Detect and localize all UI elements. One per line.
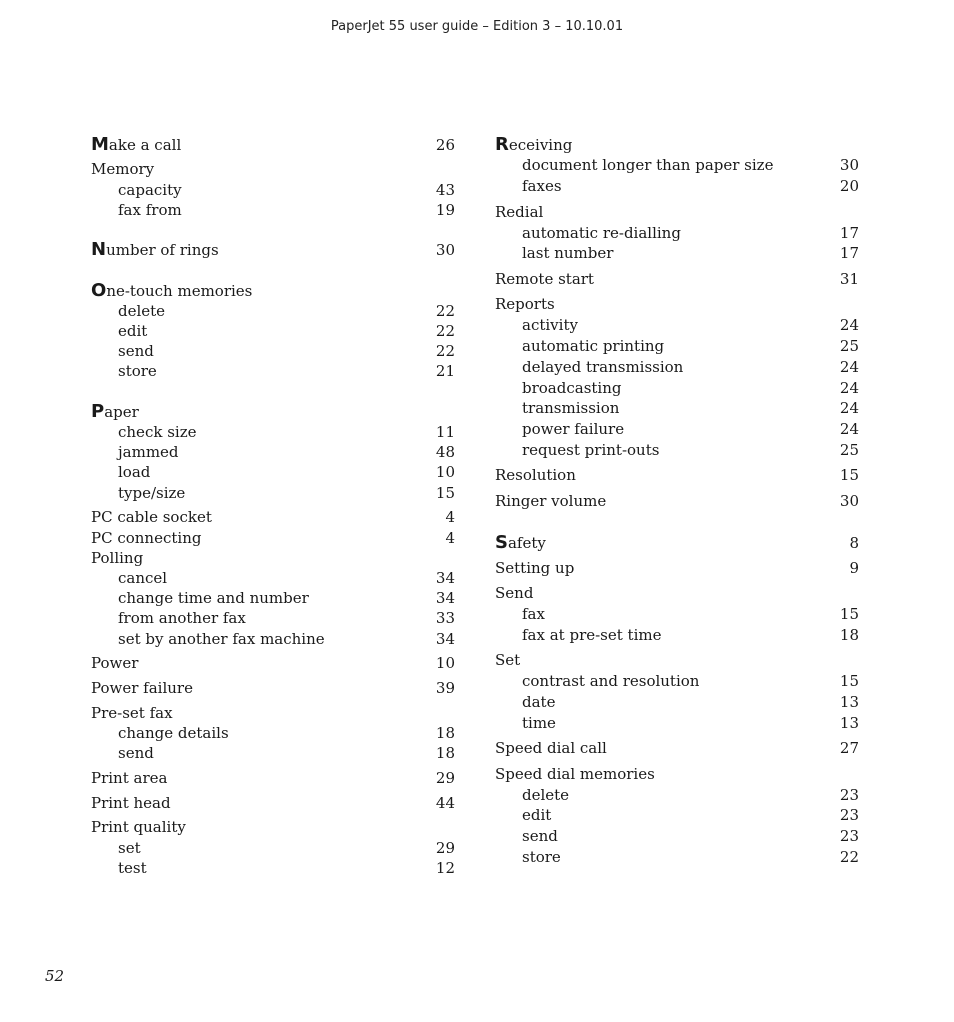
- index-entry-page: 11: [435, 423, 455, 441]
- index-entry-text: transmission: [522, 399, 620, 417]
- index-entry: [495, 826, 859, 846]
- section-initial: M: [91, 134, 109, 155]
- index-entry-text: store: [522, 848, 561, 866]
- index-entry: [91, 159, 455, 179]
- index-entry: [91, 793, 455, 813]
- running-header: PaperJet 55 user guide – Edition 3 – 10.10.01: [330, 19, 624, 34]
- index-entry-label: [91, 361, 157, 381]
- index-entry-page: 20: [839, 177, 859, 195]
- index-entry: [91, 568, 455, 588]
- index-entry-label: [91, 462, 150, 482]
- index-entry-label: [495, 764, 655, 784]
- index-entry-page: 23: [839, 827, 859, 845]
- index-entry: [495, 738, 859, 758]
- index-entry: [495, 135, 859, 155]
- index-entry-label: [495, 176, 562, 196]
- index-entry-page: 17: [839, 224, 859, 242]
- index-entry-text: Memory: [91, 160, 155, 178]
- index-entry-label: [91, 858, 147, 878]
- index-entry-text: Setting up: [495, 559, 575, 577]
- index-entry-label: [495, 223, 681, 243]
- index-entry: [495, 713, 859, 733]
- index-entry: [495, 336, 859, 356]
- index-entry: [495, 650, 859, 670]
- index-entry-label: [495, 558, 574, 578]
- index-entry-text: Remote start: [495, 270, 594, 288]
- index-entry: [91, 588, 455, 608]
- index-entry-page: 22: [435, 322, 455, 340]
- index-entry: [495, 440, 859, 460]
- index-entry-label: [495, 583, 533, 603]
- index-entry-label: [495, 713, 556, 733]
- section-initial: R: [495, 134, 509, 155]
- index-entry-label: [495, 398, 619, 418]
- index-entry: [495, 176, 859, 196]
- index-entry: [91, 743, 455, 763]
- index-entry: [495, 805, 859, 825]
- index-entry: [91, 723, 455, 743]
- index-entry-text: request print-outs: [522, 441, 660, 459]
- index-entry-text: PC connecting: [91, 529, 202, 547]
- index-entry-text: aper: [104, 403, 139, 421]
- index-entry-text: check size: [118, 423, 197, 441]
- index-entry-text: Ringer volume: [495, 492, 607, 510]
- index-entry-label: [91, 281, 252, 301]
- index-entry: [495, 583, 859, 603]
- index-entry: [91, 135, 455, 155]
- index-entry-label: [91, 568, 167, 588]
- index-entry-text: test: [118, 859, 147, 877]
- index-entry: [91, 301, 455, 321]
- index-entry-text: edit: [522, 806, 552, 824]
- index-entry-page: 22: [435, 302, 455, 320]
- index-entry: [91, 528, 455, 548]
- index-entry: [91, 240, 455, 260]
- index-entry: [91, 321, 455, 341]
- index-entry: [495, 558, 859, 578]
- index-entry-text: ake a call: [108, 136, 182, 154]
- index-entry: [91, 678, 455, 698]
- index-entry-text: eceiving: [508, 136, 573, 154]
- index-entry-text: Redial: [495, 203, 544, 221]
- index-entry-text: automatic printing: [522, 337, 665, 355]
- index-entry-label: [91, 838, 141, 858]
- index-entry-text: Polling: [91, 549, 144, 567]
- index-entry-page: 9: [849, 559, 859, 577]
- index-entry-page: 44: [435, 794, 455, 812]
- index-entry-page: 24: [839, 379, 859, 397]
- index-entry-page: 18: [839, 626, 859, 644]
- index-entry-page: 23: [839, 786, 859, 804]
- index-entry: [495, 294, 859, 314]
- index-entry-page: 10: [435, 463, 455, 481]
- index-entry-page: 22: [839, 848, 859, 866]
- index-entry-page: 23: [839, 806, 859, 824]
- index-entry: [495, 764, 859, 784]
- index-entry: [91, 703, 455, 723]
- index-entry: [91, 838, 455, 858]
- index-entry-label: [91, 653, 138, 673]
- index-entry-page: 4: [445, 508, 455, 526]
- index-entry: [495, 625, 859, 645]
- index-entry-text: send: [522, 827, 558, 845]
- index-entry-text: umber of rings: [106, 241, 219, 259]
- index-entry-label: [495, 671, 699, 691]
- index-entry-page: 34: [435, 569, 455, 587]
- index-entry-page: 13: [839, 714, 859, 732]
- index-entry-label: [495, 440, 659, 460]
- index-entry-page: 22: [435, 342, 455, 360]
- index-entry-page: 17: [839, 244, 859, 262]
- index-entry-page: 13: [839, 693, 859, 711]
- index-entry-page: 24: [839, 316, 859, 334]
- index-entry: [495, 357, 859, 377]
- index-entry-text: change time and number: [118, 589, 309, 607]
- index-entry-text: change details: [118, 724, 229, 742]
- index-entry: [91, 629, 455, 649]
- index-entry: [91, 422, 455, 442]
- index-entry-page: 19: [435, 201, 455, 219]
- index-entry-label: [91, 703, 173, 723]
- index-entry-text: Pre-set fax: [91, 704, 173, 722]
- index-entry: [91, 768, 455, 788]
- index-entry-text: from another fax: [118, 609, 246, 627]
- index-entry-text: set by another fax machine: [118, 630, 325, 648]
- index-entry-page: 29: [435, 839, 455, 857]
- index-entry-text: Power: [91, 654, 139, 672]
- index-entry-text: store: [118, 362, 157, 380]
- index-entry: [495, 243, 859, 263]
- index-entry-text: delete: [118, 302, 166, 320]
- index-entry: [91, 281, 455, 301]
- index-entry-label: [495, 202, 543, 222]
- index-entry-label: [91, 507, 212, 527]
- index-entry-label: [91, 180, 182, 200]
- index-entry: [495, 269, 859, 289]
- index-entry-label: [91, 442, 179, 462]
- index-entry-label: [495, 533, 546, 553]
- index-entry-text: Print quality: [91, 818, 186, 836]
- index-entry-text: capacity: [118, 181, 182, 199]
- index-entry-label: [91, 483, 185, 503]
- index-entry-label: [495, 738, 607, 758]
- index-entry-text: Set: [495, 651, 521, 669]
- index-entry: [91, 341, 455, 361]
- index-entry: [91, 817, 455, 837]
- index-entry: [495, 785, 859, 805]
- index-entry-text: last number: [522, 244, 614, 262]
- index-entry-label: [495, 604, 545, 624]
- index-entry-text: edit: [118, 322, 148, 340]
- index-entry-text: Send: [495, 584, 534, 602]
- index-entry: [91, 548, 455, 568]
- index-entry-text: Reports: [495, 295, 555, 313]
- index-entry-page: 39: [435, 679, 455, 697]
- index-entry-text: activity: [522, 316, 578, 334]
- index-entry-page: 8: [849, 534, 859, 552]
- index-entry: [495, 604, 859, 624]
- index-entry-label: [495, 465, 576, 485]
- section-initial: O: [91, 280, 107, 301]
- index-entry: [91, 483, 455, 503]
- index-entry-text: automatic re-dialling: [522, 224, 681, 242]
- index-entry-page: 25: [839, 441, 859, 459]
- index-entry-label: [91, 608, 246, 628]
- index-entry-label: [91, 528, 201, 548]
- index-entry-text: Print area: [91, 769, 168, 787]
- index-entry-page: 30: [839, 492, 859, 510]
- index-entry-text: date: [522, 693, 556, 711]
- index-entry-page: 4: [445, 529, 455, 547]
- index-entry-page: 25: [839, 337, 859, 355]
- index-entry-label: [495, 269, 594, 289]
- index-entry-label: [495, 357, 683, 377]
- index-entry-text: send: [118, 342, 154, 360]
- index-entry-text: jammed: [118, 443, 179, 461]
- index-entry-text: delayed transmission: [522, 358, 684, 376]
- index-entry: [91, 180, 455, 200]
- index-entry-label: [495, 419, 624, 439]
- index-entry-label: [91, 793, 171, 813]
- index-entry-text: Speed dial memories: [495, 765, 655, 783]
- index-entry-page: 15: [435, 484, 455, 502]
- index-entry-text: delete: [522, 786, 570, 804]
- index-entry-text: faxes: [522, 177, 562, 195]
- index-entry-label: [91, 723, 229, 743]
- index-entry-text: set: [118, 839, 141, 857]
- index-entry: [495, 378, 859, 398]
- index-entry-text: broadcasting: [522, 379, 622, 397]
- index-entry-text: send: [118, 744, 154, 762]
- index-entry-text: Print head: [91, 794, 171, 812]
- index-entry-label: [495, 378, 621, 398]
- index-entry-page: 30: [839, 156, 859, 174]
- index-entry-text: cancel: [118, 569, 168, 587]
- index-entry-label: [495, 785, 569, 805]
- index-entry-label: [91, 240, 219, 260]
- index-entry: [91, 442, 455, 462]
- index-entry-label: [91, 817, 186, 837]
- index-entry-page: 29: [435, 769, 455, 787]
- index-entry-page: 12: [435, 859, 455, 877]
- index-entry-label: [495, 243, 613, 263]
- index-entry-label: [91, 402, 139, 422]
- index-entry: [495, 398, 859, 418]
- index-entry-label: [91, 341, 154, 361]
- index-entry: [495, 847, 859, 867]
- index-entry-label: [91, 321, 147, 341]
- index-entry-text: document longer than paper size: [522, 156, 774, 174]
- index-entry: [495, 419, 859, 439]
- index-entry-page: 15: [839, 672, 859, 690]
- index-entry: [495, 491, 859, 511]
- index-entry-page: 24: [839, 358, 859, 376]
- index-entry-label: [495, 826, 558, 846]
- index-entry: [91, 361, 455, 381]
- index-entry: [495, 533, 859, 553]
- index-entry-text: power failure: [522, 420, 625, 438]
- index-entry: [91, 858, 455, 878]
- index-entry-page: 48: [435, 443, 455, 461]
- index-entry-label: [495, 135, 572, 155]
- index-entry-label: [495, 294, 555, 314]
- index-entry-label: [91, 588, 309, 608]
- index-entry-label: [91, 422, 196, 442]
- index-entry-text: fax at pre-set time: [522, 626, 662, 644]
- index-entry-label: [495, 805, 551, 825]
- index-entry-label: [495, 650, 520, 670]
- index-entry-page: 26: [435, 136, 455, 154]
- index-entry-page: 21: [435, 362, 455, 380]
- index-entry-text: type/size: [118, 484, 186, 502]
- index-entry-page: 10: [435, 654, 455, 672]
- index-entry-page: 33: [435, 609, 455, 627]
- index-entry-page: 24: [839, 399, 859, 417]
- index-entry-page: 18: [435, 744, 455, 762]
- index-entry-page: 27: [839, 739, 859, 757]
- index-entry-page: 30: [435, 241, 455, 259]
- section-initial: P: [91, 401, 105, 422]
- index-entry-label: [91, 768, 167, 788]
- index-entry-page: 34: [435, 630, 455, 648]
- index-entry-label: [91, 678, 193, 698]
- index-entry-label: [495, 847, 561, 867]
- index-entry-label: [495, 625, 661, 645]
- index-entry-label: [91, 629, 325, 649]
- index-entry-text: PC cable socket: [91, 508, 212, 526]
- index-entry-text: ne-touch memories: [106, 282, 253, 300]
- index-entry-label: [91, 743, 154, 763]
- index-entry-page: 15: [839, 605, 859, 623]
- index-entry: [495, 671, 859, 691]
- index-entry-label: [91, 548, 143, 568]
- section-initial: N: [91, 239, 107, 260]
- index-entry: [495, 202, 859, 222]
- index-entry-page: 34: [435, 589, 455, 607]
- index-entry: [91, 200, 455, 220]
- index-entry-page: 24: [839, 420, 859, 438]
- index-entry-page: 18: [435, 724, 455, 742]
- index-entry-text: fax from: [118, 201, 182, 219]
- index-entry: [495, 315, 859, 335]
- index-entry: [91, 507, 455, 527]
- index-entry-label: [495, 692, 555, 712]
- index-entry-text: Power failure: [91, 679, 193, 697]
- index-entry: [495, 465, 859, 485]
- index-entry: [91, 402, 455, 422]
- index-entry-label: [495, 491, 606, 511]
- index-entry: [91, 608, 455, 628]
- index-entry: [91, 653, 455, 673]
- index-entry-text: time: [522, 714, 556, 732]
- index-entry-label: [91, 159, 154, 179]
- index-entry-label: [495, 315, 578, 335]
- index-entry-label: [91, 200, 182, 220]
- index-entry-page: 15: [839, 466, 859, 484]
- page-number: 52: [45, 967, 65, 985]
- index-entry-text: Resolution: [495, 466, 576, 484]
- index-entry: [495, 155, 859, 175]
- index-entry-text: load: [118, 463, 151, 481]
- section-initial: S: [495, 532, 508, 553]
- index-entry-text: Speed dial call: [495, 739, 607, 757]
- index-entry-label: [495, 336, 664, 356]
- index-entry: [495, 692, 859, 712]
- index-entry-label: [495, 155, 773, 175]
- index-entry-page: 43: [435, 181, 455, 199]
- index-entry: [91, 462, 455, 482]
- index-entry-text: contrast and resolution: [522, 672, 700, 690]
- index-entry-label: [91, 135, 181, 155]
- index-entry: [495, 223, 859, 243]
- index-entry-text: afety: [507, 534, 546, 552]
- index-entry-label: [91, 301, 165, 321]
- index-entry-page: 31: [839, 270, 859, 288]
- index-entry-text: fax: [522, 605, 545, 623]
